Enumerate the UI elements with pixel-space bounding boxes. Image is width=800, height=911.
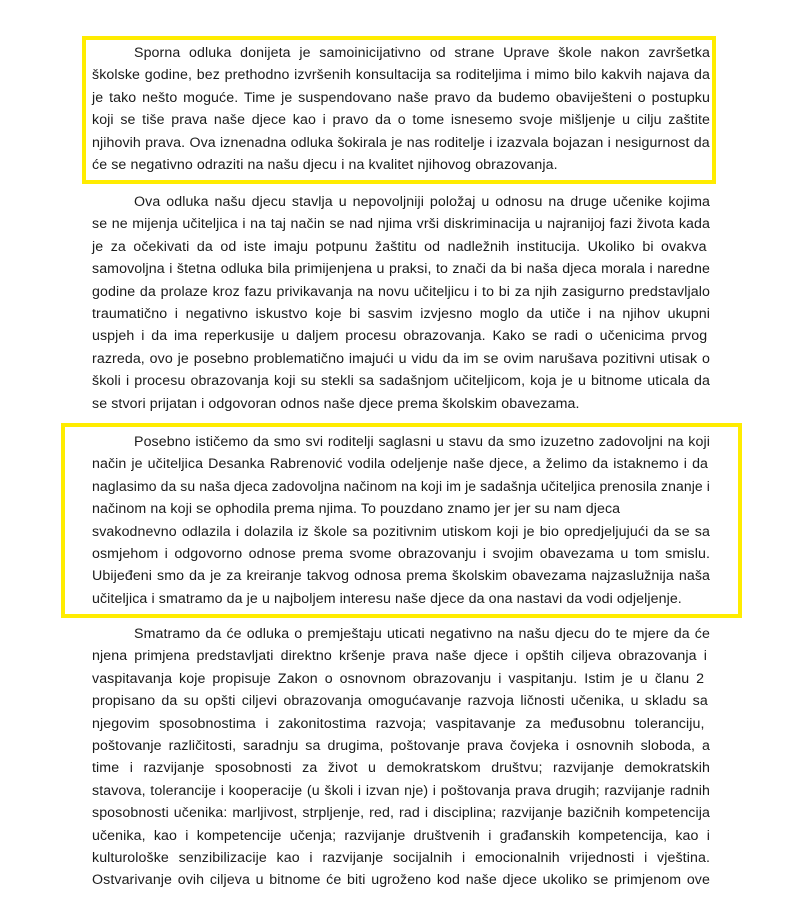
text-line: Ostvarivanje ovih ciljeva u bitnome će biti ugroženo kod naše djece ukoliko se primjenom ove bbox=[92, 872, 710, 889]
text-line: svakodnevno odlazila i dolazila iz škole sa pozitivnim utiskom koji je bio opredjeljujući da se sa bbox=[92, 523, 710, 540]
text-line: stavova, tolerancije i kooperacije (u školi i izvan nje) i poštovanja prava drugih; razvijanje radnih bbox=[92, 782, 710, 799]
text-line: naglasimo da su naša djeca zadovoljna načinom na koji im je sadašnja učiteljica prenosila znanje i bbox=[92, 478, 710, 495]
text-line: Posebno ističemo da smo svi roditelji saglasni u stavu da smo izuzetno zadovoljni na koji bbox=[134, 434, 710, 450]
text-line: sposobnosti učenika: marljivost, strpljenje, red, rad i disciplina; razvijanje bazičnih kompetencija bbox=[92, 805, 710, 822]
text-line: učenika, kao i kompetencije učenja; razvijanje društvenih i građanskih kompetencija, kao i bbox=[92, 827, 710, 844]
text-line: njegovim sposobnostima i zakonitostima razvoja; vaspitavanje za međusobnu toleranciju, bbox=[92, 715, 705, 732]
paragraph-1 bbox=[92, 42, 710, 176]
paragraph-2 bbox=[92, 191, 710, 415]
text-line: je tako nešto moguće. Time je suspendovano naše pravo da budemo obaviješteni o postupku bbox=[92, 89, 710, 106]
text-line: načinom na koji se ophodila prema njima. To pouzdano znamo jer jer su nam djeca bbox=[92, 501, 621, 518]
text-line: školi i procesu obrazovanja koji su stekli sa sadašnjom učiteljicom, koja je u bitnome uticala da bbox=[92, 373, 710, 390]
text-line: način je učiteljica Desanka Rabrenović vodila odeljenje naše djece, a želimo da istaknemo i da bbox=[92, 456, 709, 473]
paragraph-3 bbox=[92, 431, 710, 610]
text-line: njena primjena predstavljati direktno kršenje prava naše djece i opštih ciljeva obrazovanja i bbox=[92, 648, 707, 665]
text-line: Ova odluka našu djecu stavlja u nepovoljniji položaj u odnosu na druge učenike kojima bbox=[134, 194, 710, 210]
text-line: propisano da su opšti ciljevi obrazovanja omogućavanje razvoja ličnosti učenika, u skladu sa bbox=[92, 693, 708, 710]
text-line: kulturološke senzibilizacije kao i razvijanje socijalnih i emocionalnih vrijednosti i vještina. bbox=[92, 850, 710, 867]
text-line: osmjehom i odgovorno odnose prema svome obrazovanju i svojim obavezama u tom smislu. bbox=[92, 546, 710, 563]
text-line: Smatramo da će odluka o premještaju uticati negativno na našu djecu do te mjere da će bbox=[134, 626, 710, 642]
text-line: Ubijeđeni smo da je za kreiranje takvog odnosa prema školskim obavezama najzaslužnija naša bbox=[92, 568, 710, 585]
text-line: uspjeh i da ima reperkusije u daljem procesu obrazovanja. Kako se radi o učenicima prvog bbox=[92, 328, 708, 345]
text-line: poštovanje različitosti, saradnju sa drugima, poštovanje prava čovjeka i osnovnih sloboda, a bbox=[92, 738, 710, 755]
text-line: traumatično i negativno iskustvo koje bi sasvim izvjesno moglo da utiče i na njihov ukupni bbox=[92, 306, 710, 323]
text-line: se ne mijenja učiteljica i na taj način se nad njima vrši diskriminacija u najranijoj fazi života kada bbox=[92, 216, 710, 233]
text-line: vaspitavanja koje propisuje Zakon o osnovnom obrazovanju i vaspitanju. Istim je u članu 2 bbox=[92, 670, 705, 687]
text-line: time i razvijanje sposobnosti za život u demokratskom društvu; razvijanje demokratskih bbox=[92, 760, 710, 777]
text-line: učiteljica i smatramo da je u najboljem interesu naše djece da ona nastavi da vodi odjeljenje. bbox=[92, 590, 682, 607]
text-line: razreda, ovo je posebno problematično imajući u vidu da im se ovim narušava pozitivni utisak o bbox=[92, 350, 710, 367]
text-line: koji se tiše prava naše djece kao i pravo da o tome isnesemo svoje mišljenje u cilju zaštite bbox=[92, 112, 710, 129]
text-line: njihovih prava. Ova iznenadna odluka šokirala je nas roditelje i izazvala bojazan i nesigurnost da bbox=[92, 134, 710, 151]
text-line: se stvori prijatan i odgovoran odnos naše djece prema školskim obavezama. bbox=[92, 395, 580, 412]
text-line: godine da prolaze kroz fazu privikavanja na novu učiteljicu i to bi za njih zasigurno predstavljalo bbox=[92, 283, 710, 300]
text-line: samovoljna i štetna odluka bila primijenjena u praksi, to znači da bi naša djeca morala i naredne bbox=[92, 261, 710, 278]
text-line: je za očekivati da od iste imaju potpunu žaštitu od nadležnih institucija. Ukoliko bi ovakva bbox=[92, 238, 707, 255]
text-line: će se negativno odraziti na našu djecu i na kvalitet njihovog obrazovanja. bbox=[92, 157, 558, 174]
paragraph-4 bbox=[92, 623, 710, 892]
text-line: Sporna odluka donijeta je samoinicijativno od strane Uprave škole nakon završetka bbox=[134, 45, 710, 61]
text-line: školske godine, bez prethodno izvršenih konsultacija sa roditeljima i mimo bilo kakvih najava da bbox=[92, 67, 710, 84]
